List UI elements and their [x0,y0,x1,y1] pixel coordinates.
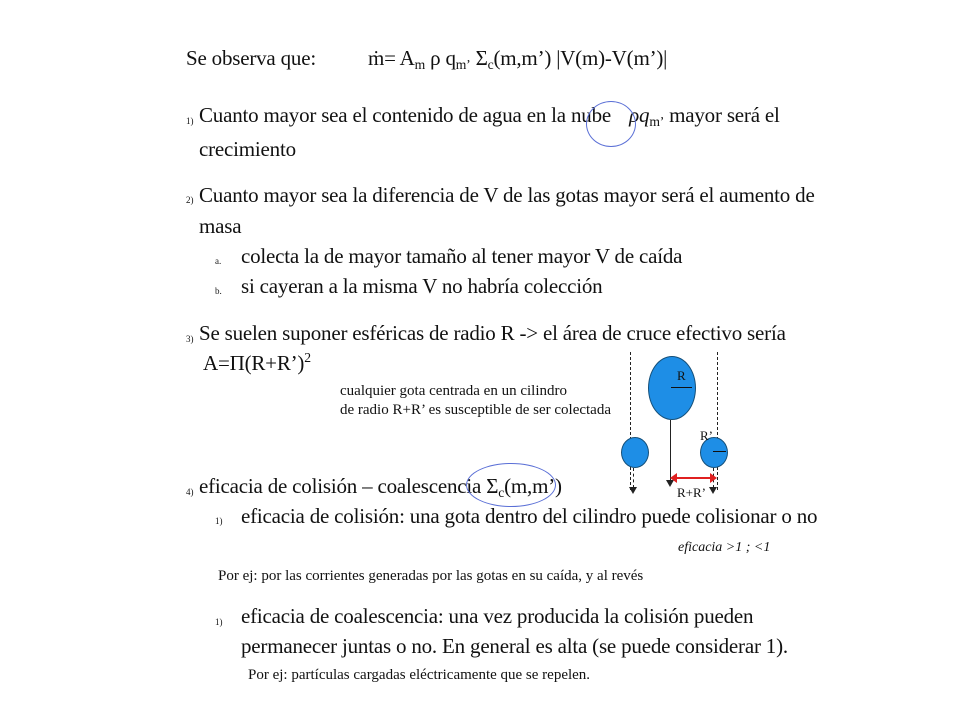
left-drop-fall-arrow [629,487,637,494]
cylinder-right-boundary [717,352,718,490]
eq-rest: (m,m’) |V(m)-V(m’)| [493,46,668,70]
eq-rho-sub: m’ [455,57,471,73]
item-2-line-1: Cuanto mayor sea la diferencia de V de las gotas mayor será el aumento de [199,183,815,207]
small-drop-radius-line [713,451,726,452]
cylinder-note-2: de radio R+R’ es susceptible de ser colectada [340,402,611,418]
item-2b-text: si cayeran a la misma V no habría colección [241,274,603,298]
example-2: Por ej: partículas cargadas eléctricamente que se repelen. [248,667,591,683]
efficiency-highlight-circle [466,463,556,507]
left-small-drop [621,437,649,468]
cylinder-note-1: cualquier gota centrada en un cilindro [340,383,567,399]
example-1: Por ej: por las corrientes generadas por las gotas en su caída, y al revés [218,568,644,584]
item-2a-mark: a. [215,256,222,266]
efficiency-note: eficacia >1 ; <1 [678,540,771,555]
eq-sigma: Σ [470,46,488,70]
item-4-sigma-sub: c [498,485,505,501]
area-formula-sup: 2 [304,350,311,365]
mass-growth-equation [368,46,667,73]
right-drop-fall-arrow [709,487,717,494]
intro-text: Se observa que: [186,46,316,70]
item-2b-mark: b. [215,286,222,296]
item-1-text-b: mayor será el [664,103,780,127]
item-1-rho-sub: m’ [649,114,665,130]
item-4-2-line-1: eficacia de coalescencia: una vez producida la colisión pueden [241,604,754,628]
item-1-text-a: Cuanto mayor sea el contenido de agua en la nube [199,103,611,127]
item-3-line-1: Se suelen suponer esféricas de radio R -> el área de cruce efectivo sería [199,321,786,345]
label-R: R [677,368,686,383]
item-4-2-mark: 1) [215,617,223,627]
eq-m-sub: m [414,57,426,73]
item-3-number: 3) [186,334,194,344]
radius-sum-arrow-right-head [710,473,717,483]
area-formula-text: A=Π(R+R’) [203,351,305,376]
area-formula [203,350,311,376]
item-4-1-mark: 1) [215,516,223,526]
item-4-text-a: eficacia de colisión – coalescencia [199,474,487,498]
item-2a-text: colecta la de mayor tamaño al tener mayor V de caída [241,244,683,268]
item-1-rho: ρq [629,103,650,127]
item-4-1-text: eficacia de colisión: una gota dentro del cilindro puede colisionar o no [241,504,818,528]
item-4-sigma-rest: (m,m’) [504,474,562,498]
label-R-prime: R’ [700,428,713,443]
large-drop-fall-line [670,420,671,480]
radius-sum-arrow-left-head [670,473,677,483]
item-2-line-2: masa [199,214,242,238]
item-1-line-2: crecimiento [199,137,296,161]
item-4-sigma: Σ [486,474,499,498]
item-1-number: 1) [186,116,194,126]
item-4-2-line-2: permanecer juntas o no. En general es alta (se puede considerar 1). [241,634,788,658]
item-4-number: 4) [186,487,194,497]
item-2-number: 2) [186,195,194,205]
radius-sum-arrow [674,477,712,479]
large-drop-radius-line [671,387,692,388]
item-1-line-1 [199,103,780,130]
eq-sigma-sub: c [487,57,494,73]
label-R-plus-R-prime: R+R’ [677,485,707,500]
eq-rho: ρ q [425,46,456,70]
water-content-highlight-circle [586,101,636,147]
eq-m: ṁ= A [368,46,415,70]
left-drop-fall-line [633,468,634,488]
cylinder-left-boundary [630,352,631,490]
large-drop [648,356,696,420]
